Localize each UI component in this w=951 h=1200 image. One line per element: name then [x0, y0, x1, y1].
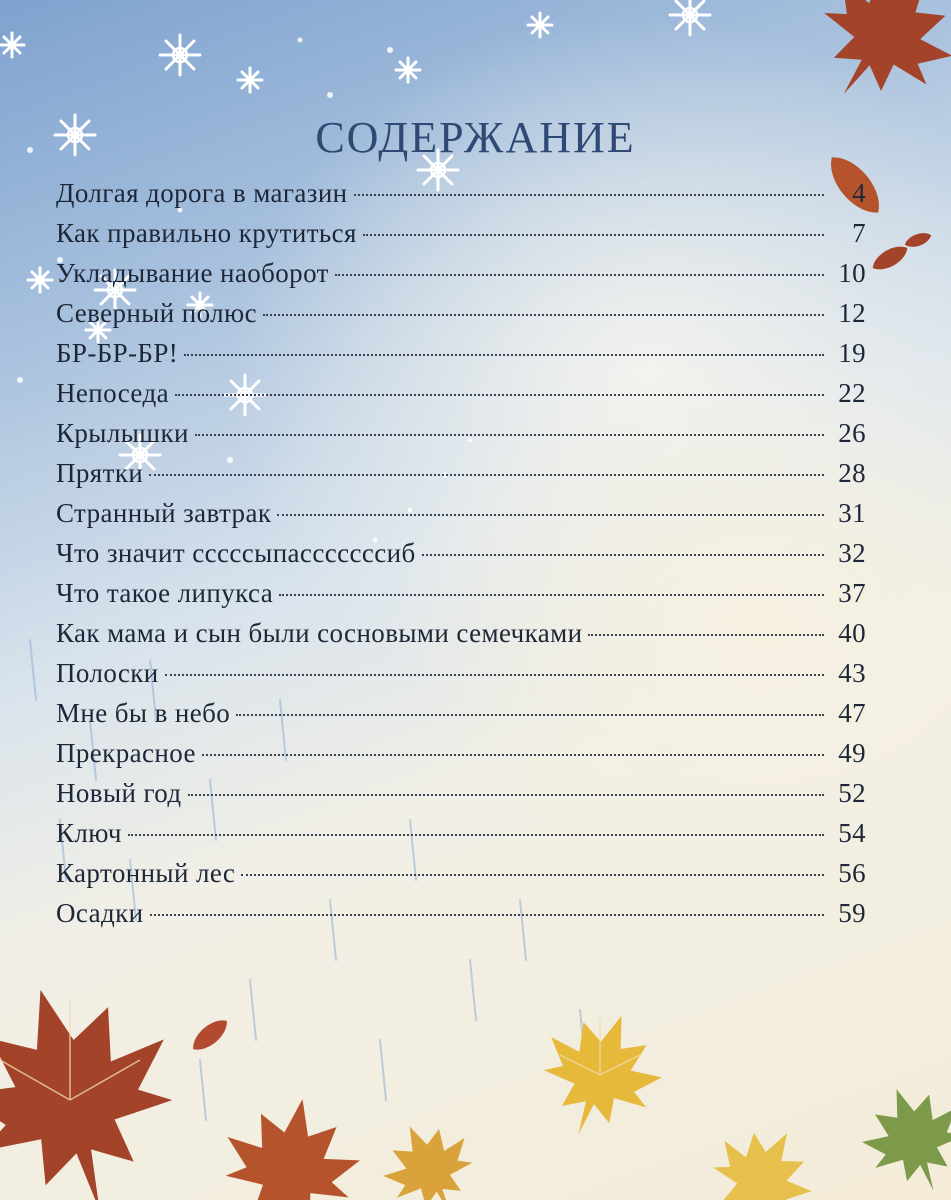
toc-leader-dots: [184, 352, 824, 356]
toc-entry-title: Осадки: [56, 898, 144, 928]
toc-entry-title: Как правильно крутиться: [56, 218, 357, 248]
toc-leader-dots: [422, 552, 824, 556]
toc-leader-dots: [354, 192, 824, 196]
toc-entry-title: Укладывание наоборот: [56, 258, 329, 288]
toc-entry: [56, 298, 866, 338]
toc-entry-page: 19: [838, 338, 866, 368]
toc-leader-dots: [263, 312, 824, 316]
toc-leader-dots: [241, 872, 824, 876]
toc-leader-dots: [165, 672, 824, 676]
toc-entry: [56, 498, 866, 538]
toc-entry-title: Мне бы в небо: [56, 698, 231, 728]
toc-entry-title: Крылышки: [56, 418, 189, 448]
toc-entry: [56, 698, 866, 738]
toc-entry-page: 43: [838, 658, 866, 688]
page-title: СОДЕРЖАНИЕ: [315, 113, 636, 162]
toc-entry-title: Полоски: [56, 658, 159, 688]
toc-entry-title: Северный полюс: [56, 298, 258, 328]
toc-entry-page: 32: [838, 538, 866, 568]
toc-leader-dots: [195, 432, 824, 436]
toc-entry-page: 40: [838, 618, 866, 648]
toc-leader-dots: [188, 792, 824, 796]
toc-leader-dots: [128, 832, 824, 836]
toc-leader-dots: [175, 392, 824, 396]
toc-entry-page: 59: [838, 898, 866, 928]
toc-leader-dots: [277, 512, 824, 516]
toc-entry: [56, 858, 866, 898]
toc-entry-page: 56: [838, 858, 866, 888]
toc-entry-title: Картонный лес: [56, 858, 236, 888]
toc-entry-page: 4: [852, 178, 866, 208]
toc-entry-title: Как мама и сын были сосновыми семечками: [56, 618, 583, 648]
toc-entry-title: Долгая дорога в магазин: [56, 178, 348, 208]
toc-entry: [56, 258, 866, 298]
toc-entry-title: Странный завтрак: [56, 498, 272, 528]
toc-entry-title: Ключ: [56, 818, 122, 848]
toc-leader-dots: [150, 912, 824, 916]
toc-leader-dots: [279, 592, 824, 596]
toc-leader-dots: [236, 712, 824, 716]
toc-entry-page: 7: [852, 218, 866, 248]
toc-entry-title: Непоседа: [56, 378, 169, 408]
toc-entry-page: 54: [838, 818, 866, 848]
toc-entry: [56, 538, 866, 578]
toc-entry-page: 28: [838, 458, 866, 488]
toc-entry-page: 52: [838, 778, 866, 808]
toc-entry-title: БР-БР-БР!: [56, 338, 179, 368]
toc-entry-title: Прятки: [56, 458, 144, 488]
toc-entry: [56, 738, 866, 778]
toc-entry-title: Новый год: [56, 778, 182, 808]
toc-entry-title: Прекрасное: [56, 738, 196, 768]
toc-entry-page: 47: [838, 698, 866, 728]
toc-entry: [56, 778, 866, 818]
toc-leader-dots: [149, 472, 824, 476]
toc-entry-page: 26: [838, 418, 866, 448]
toc-leader-dots: [363, 232, 824, 236]
toc-entry-page: 12: [838, 298, 866, 328]
toc-entry-page: 10: [838, 258, 866, 288]
toc-leader-dots: [588, 632, 824, 636]
toc-entry-title: Что значит ссссcыпасссссссиб: [56, 538, 416, 568]
toc-entry-page: 37: [838, 578, 866, 608]
toc-entry: [56, 898, 866, 938]
toc-entry: [56, 218, 866, 258]
toc-entry: [56, 378, 866, 418]
toc-entry: [56, 338, 866, 378]
toc-entry: [56, 818, 866, 858]
toc-leader-dots: [335, 272, 824, 276]
toc-entry: [56, 618, 866, 658]
table-of-contents: [56, 178, 866, 938]
toc-entry: [56, 418, 866, 458]
toc-entry-title: Что такое липукса: [56, 578, 274, 608]
toc-entry-page: 31: [838, 498, 866, 528]
toc-entry: [56, 458, 866, 498]
toc-entry: [56, 658, 866, 698]
toc-entry: [56, 578, 866, 618]
toc-entry-page: 22: [838, 378, 866, 408]
toc-leader-dots: [202, 752, 824, 756]
toc-entry: [56, 178, 866, 218]
toc-entry-page: 49: [838, 738, 866, 768]
